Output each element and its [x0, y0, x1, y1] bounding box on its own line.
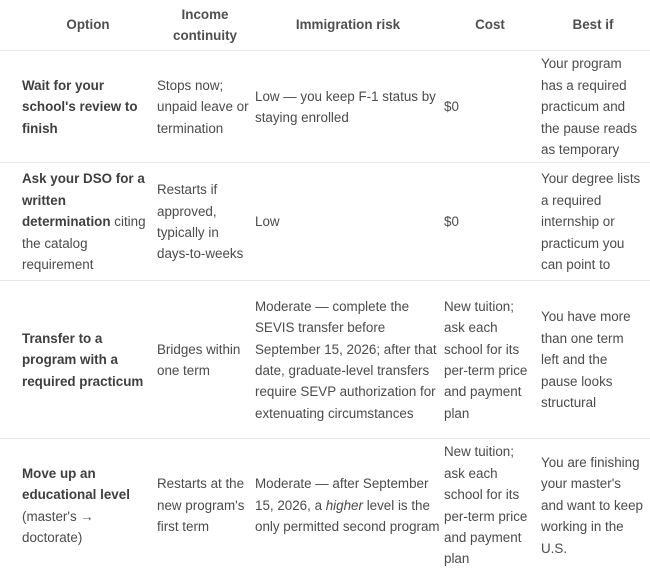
- header-cost: Cost: [475, 17, 505, 33]
- table-row: [0, 50, 650, 163]
- option-rest-text: citing the catalog requirement: [22, 214, 146, 273]
- best-if-cell: Your degree lists a required internship or practicum you can point to: [541, 171, 641, 273]
- header-income-line1: Income: [181, 6, 229, 22]
- income-cell: Bridges within one term: [157, 341, 241, 378]
- cost-cell: $0: [444, 214, 459, 230]
- cost-cell: New tuition; ask each school for its per-term price and payment plan: [444, 444, 528, 567]
- option-bold-text: Move up an educational level: [22, 465, 130, 503]
- option-bold-text: Ask your DSO for a written determination: [22, 171, 145, 230]
- risk-cell: Moderate — complete the SEVIS transfer before September 15, 2026; after that date, graduate-level transfers require SEVP authorization for extenuating circumstances: [255, 298, 437, 421]
- option-cell: Wait for your school's review to finish: [22, 77, 138, 136]
- best-if-cell: You have more than one term left and the pause looks structural: [541, 309, 631, 411]
- option-cell: Transfer to a program with a required practicum: [22, 330, 144, 389]
- table-row: [0, 280, 650, 439]
- income-cell: Restarts at the new program's first term: [157, 476, 245, 535]
- option-cell: [22, 163, 154, 281]
- cost-cell: New tuition; ask each school for its per-term price and payment plan: [444, 298, 528, 421]
- risk-cell: Low — you keep F-1 status by staying enrolled: [255, 88, 436, 125]
- header-option: Option: [66, 17, 110, 33]
- risk-cell: [255, 439, 441, 572]
- header-income-continuity: [157, 0, 253, 50]
- income-cell: Stops now; unpaid leave or termination: [157, 77, 249, 136]
- header-immigration-risk: Immigration risk: [295, 17, 401, 33]
- risk-text-pre: Moderate — after September 15, 2026, a: [255, 476, 429, 513]
- table-header: [0, 0, 650, 50]
- income-cell: Restarts if approved, typically in days-to-weeks: [157, 182, 244, 262]
- risk-text-emphasis: higher: [325, 497, 363, 513]
- header-income-line2: continuity: [173, 28, 237, 43]
- cost-cell: $0: [444, 99, 459, 115]
- risk-text-post: level is the only permitted second program: [255, 497, 440, 535]
- best-if-cell: Your program has a required practicum and the pause reads as temporary: [541, 56, 638, 158]
- header-best-if: Best if: [572, 17, 614, 33]
- best-if-cell: You are finishing your master's and want to keep working in the U.S.: [541, 454, 643, 556]
- table-row: [0, 438, 650, 572]
- table-row: [0, 162, 650, 281]
- option-cell: [22, 439, 154, 572]
- risk-cell: Low: [255, 214, 280, 230]
- option-rest-text: (master's → doctorate): [22, 508, 94, 545]
